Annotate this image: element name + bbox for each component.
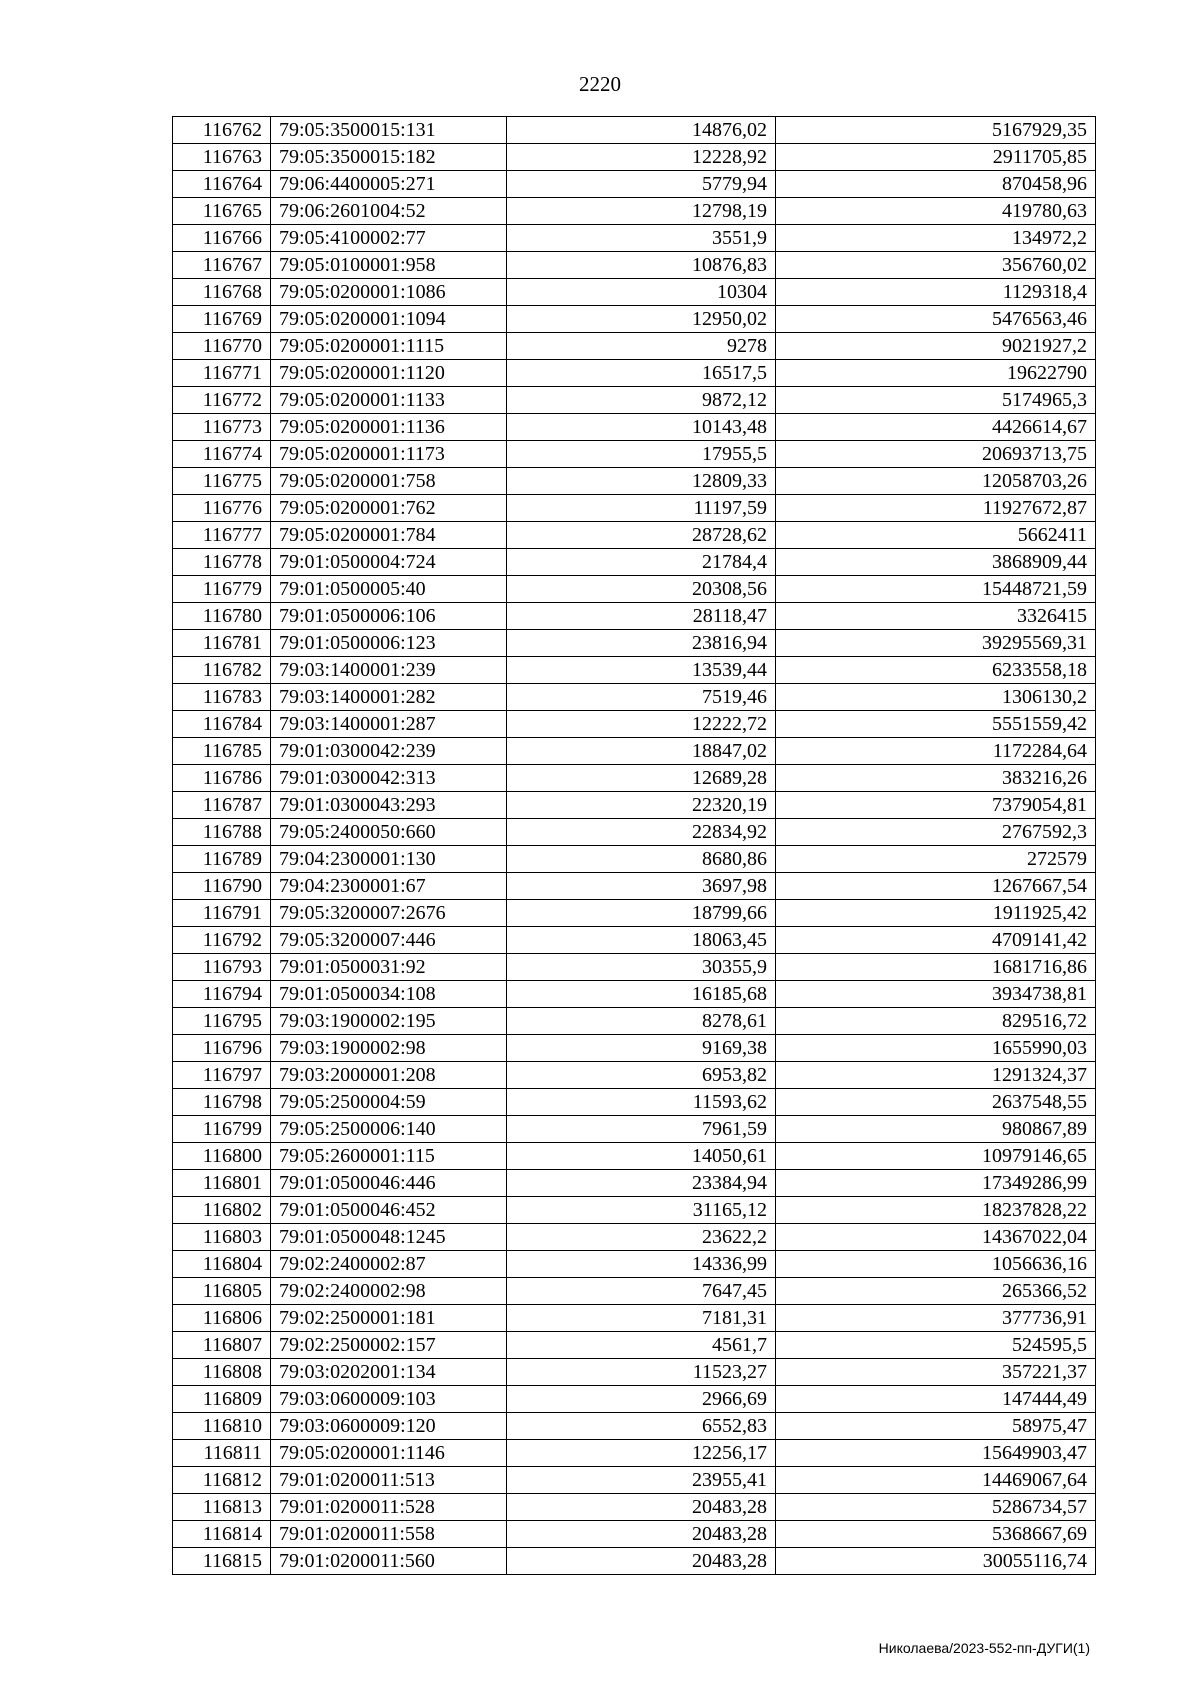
cadastral-number-cell: 79:01:0500048:1245 bbox=[271, 1224, 507, 1251]
cadastral-number-cell: 79:01:0200011:560 bbox=[271, 1548, 507, 1575]
cadastral-value-cell: 383216,26 bbox=[776, 765, 1096, 792]
area-cell: 23384,94 bbox=[507, 1170, 776, 1197]
row-number-cell: 116801 bbox=[173, 1170, 271, 1197]
row-number-cell: 116765 bbox=[173, 198, 271, 225]
row-number-cell: 116780 bbox=[173, 603, 271, 630]
cadastral-number-cell: 79:01:0500006:123 bbox=[271, 630, 507, 657]
cadastral-number-cell: 79:02:2400002:87 bbox=[271, 1251, 507, 1278]
table-row bbox=[173, 549, 1096, 576]
area-cell: 14336,99 bbox=[507, 1251, 776, 1278]
table-row bbox=[173, 117, 1096, 144]
area-cell: 20483,28 bbox=[507, 1521, 776, 1548]
row-number-cell: 116766 bbox=[173, 225, 271, 252]
table-row bbox=[173, 630, 1096, 657]
cadastral-number-cell: 79:01:0300043:293 bbox=[271, 792, 507, 819]
table-row bbox=[173, 576, 1096, 603]
row-number-cell: 116767 bbox=[173, 252, 271, 279]
table-row bbox=[173, 1035, 1096, 1062]
table-row bbox=[173, 144, 1096, 171]
cadastral-value-cell: 20693713,75 bbox=[776, 441, 1096, 468]
row-number-cell: 116794 bbox=[173, 981, 271, 1008]
table-row bbox=[173, 1440, 1096, 1467]
row-number-cell: 116809 bbox=[173, 1386, 271, 1413]
row-number-cell: 116788 bbox=[173, 819, 271, 846]
area-cell: 8278,61 bbox=[507, 1008, 776, 1035]
area-cell: 9169,38 bbox=[507, 1035, 776, 1062]
table-row bbox=[173, 1413, 1096, 1440]
cadastral-number-cell: 79:05:2500004:59 bbox=[271, 1089, 507, 1116]
table-row bbox=[173, 1008, 1096, 1035]
area-cell: 14050,61 bbox=[507, 1143, 776, 1170]
row-number-cell: 116803 bbox=[173, 1224, 271, 1251]
table-row bbox=[173, 252, 1096, 279]
row-number-cell: 116799 bbox=[173, 1116, 271, 1143]
row-number-cell: 116764 bbox=[173, 171, 271, 198]
table-row bbox=[173, 1548, 1096, 1575]
row-number-cell: 116777 bbox=[173, 522, 271, 549]
area-cell: 12222,72 bbox=[507, 711, 776, 738]
area-cell: 16517,5 bbox=[507, 360, 776, 387]
area-cell: 12950,02 bbox=[507, 306, 776, 333]
row-number-cell: 116779 bbox=[173, 576, 271, 603]
cadastral-value-cell: 134972,2 bbox=[776, 225, 1096, 252]
row-number-cell: 116775 bbox=[173, 468, 271, 495]
row-number-cell: 116792 bbox=[173, 927, 271, 954]
cadastral-value-cell: 1291324,37 bbox=[776, 1062, 1096, 1089]
table-row bbox=[173, 198, 1096, 225]
cadastral-number-cell: 79:05:0200001:1115 bbox=[271, 333, 507, 360]
table-row bbox=[173, 1521, 1096, 1548]
row-number-cell: 116776 bbox=[173, 495, 271, 522]
row-number-cell: 116782 bbox=[173, 657, 271, 684]
cadastral-value-cell: 1129318,4 bbox=[776, 279, 1096, 306]
area-cell: 20308,56 bbox=[507, 576, 776, 603]
cadastral-number-cell: 79:05:0200001:1173 bbox=[271, 441, 507, 468]
area-cell: 8680,86 bbox=[507, 846, 776, 873]
cadastral-value-cell: 356760,02 bbox=[776, 252, 1096, 279]
row-number-cell: 116802 bbox=[173, 1197, 271, 1224]
cadastral-number-cell: 79:06:2601004:52 bbox=[271, 198, 507, 225]
cadastral-value-cell: 15649903,47 bbox=[776, 1440, 1096, 1467]
area-cell: 28728,62 bbox=[507, 522, 776, 549]
row-number-cell: 116786 bbox=[173, 765, 271, 792]
table-row bbox=[173, 1386, 1096, 1413]
cadastral-value-cell: 4709141,42 bbox=[776, 927, 1096, 954]
table-row bbox=[173, 711, 1096, 738]
table-row bbox=[173, 1062, 1096, 1089]
cadastral-number-cell: 79:05:2400050:660 bbox=[271, 819, 507, 846]
row-number-cell: 116784 bbox=[173, 711, 271, 738]
cadastral-number-cell: 79:05:0200001:758 bbox=[271, 468, 507, 495]
table-row bbox=[173, 900, 1096, 927]
area-cell: 22320,19 bbox=[507, 792, 776, 819]
cadastral-value-cell: 524595,5 bbox=[776, 1332, 1096, 1359]
cadastral-value-cell: 39295569,31 bbox=[776, 630, 1096, 657]
table-row bbox=[173, 441, 1096, 468]
cadastral-number-cell: 79:05:0200001:1133 bbox=[271, 387, 507, 414]
cadastral-value-cell: 4426614,67 bbox=[776, 414, 1096, 441]
area-cell: 12256,17 bbox=[507, 1440, 776, 1467]
area-cell: 4561,7 bbox=[507, 1332, 776, 1359]
cadastral-value-cell: 5368667,69 bbox=[776, 1521, 1096, 1548]
cadastral-number-cell: 79:05:4100002:77 bbox=[271, 225, 507, 252]
area-cell: 22834,92 bbox=[507, 819, 776, 846]
table-row bbox=[173, 225, 1096, 252]
area-cell: 20483,28 bbox=[507, 1494, 776, 1521]
row-number-cell: 116790 bbox=[173, 873, 271, 900]
row-number-cell: 116778 bbox=[173, 549, 271, 576]
cadastral-number-cell: 79:03:2000001:208 bbox=[271, 1062, 507, 1089]
area-cell: 10304 bbox=[507, 279, 776, 306]
cadastral-value-cell: 5167929,35 bbox=[776, 117, 1096, 144]
table-row bbox=[173, 765, 1096, 792]
table-row bbox=[173, 792, 1096, 819]
cadastral-value-cell: 11927672,87 bbox=[776, 495, 1096, 522]
cadastral-number-cell: 79:05:3500015:182 bbox=[271, 144, 507, 171]
area-cell: 12228,92 bbox=[507, 144, 776, 171]
cadastral-number-cell: 79:01:0500046:446 bbox=[271, 1170, 507, 1197]
cadastral-value-cell: 5476563,46 bbox=[776, 306, 1096, 333]
table-row bbox=[173, 954, 1096, 981]
area-cell: 23955,41 bbox=[507, 1467, 776, 1494]
table-row bbox=[173, 1359, 1096, 1386]
table-row bbox=[173, 684, 1096, 711]
cadastral-number-cell: 79:05:3500015:131 bbox=[271, 117, 507, 144]
cadastral-number-cell: 79:01:0300042:239 bbox=[271, 738, 507, 765]
area-cell: 12689,28 bbox=[507, 765, 776, 792]
cadastral-value-cell: 19622790 bbox=[776, 360, 1096, 387]
area-cell: 17955,5 bbox=[507, 441, 776, 468]
row-number-cell: 116811 bbox=[173, 1440, 271, 1467]
row-number-cell: 116798 bbox=[173, 1089, 271, 1116]
area-cell: 20483,28 bbox=[507, 1548, 776, 1575]
area-cell: 13539,44 bbox=[507, 657, 776, 684]
cadastral-value-cell: 9021927,2 bbox=[776, 333, 1096, 360]
table-row bbox=[173, 1278, 1096, 1305]
table-row bbox=[173, 1116, 1096, 1143]
cadastral-number-cell: 79:05:3200007:2676 bbox=[271, 900, 507, 927]
row-number-cell: 116793 bbox=[173, 954, 271, 981]
row-number-cell: 116771 bbox=[173, 360, 271, 387]
cadastral-number-cell: 79:05:2500006:140 bbox=[271, 1116, 507, 1143]
row-number-cell: 116789 bbox=[173, 846, 271, 873]
cadastral-number-cell: 79:06:4400005:271 bbox=[271, 171, 507, 198]
row-number-cell: 116773 bbox=[173, 414, 271, 441]
area-cell: 11523,27 bbox=[507, 1359, 776, 1386]
table-row bbox=[173, 1467, 1096, 1494]
row-number-cell: 116763 bbox=[173, 144, 271, 171]
area-cell: 2966,69 bbox=[507, 1386, 776, 1413]
cadastral-number-cell: 79:01:0500031:92 bbox=[271, 954, 507, 981]
row-number-cell: 116783 bbox=[173, 684, 271, 711]
table-row bbox=[173, 171, 1096, 198]
row-number-cell: 116774 bbox=[173, 441, 271, 468]
table-row bbox=[173, 1332, 1096, 1359]
area-cell: 18847,02 bbox=[507, 738, 776, 765]
row-number-cell: 116768 bbox=[173, 279, 271, 306]
table-row bbox=[173, 603, 1096, 630]
cadastral-value-cell: 2767592,3 bbox=[776, 819, 1096, 846]
area-cell: 18799,66 bbox=[507, 900, 776, 927]
cadastral-number-cell: 79:02:2400002:98 bbox=[271, 1278, 507, 1305]
area-cell: 7181,31 bbox=[507, 1305, 776, 1332]
cadastral-number-cell: 79:05:3200007:446 bbox=[271, 927, 507, 954]
cadastral-number-cell: 79:01:0500006:106 bbox=[271, 603, 507, 630]
row-number-cell: 116804 bbox=[173, 1251, 271, 1278]
cadastral-value-cell: 14367022,04 bbox=[776, 1224, 1096, 1251]
cadastral-number-cell: 79:03:0202001:134 bbox=[271, 1359, 507, 1386]
area-cell: 10143,48 bbox=[507, 414, 776, 441]
area-cell: 23622,2 bbox=[507, 1224, 776, 1251]
row-number-cell: 116810 bbox=[173, 1413, 271, 1440]
cadastral-number-cell: 79:05:0200001:1094 bbox=[271, 306, 507, 333]
cadastral-value-cell: 2637548,55 bbox=[776, 1089, 1096, 1116]
table-row bbox=[173, 873, 1096, 900]
table-row bbox=[173, 1197, 1096, 1224]
row-number-cell: 116796 bbox=[173, 1035, 271, 1062]
table-row bbox=[173, 306, 1096, 333]
cadastral-number-cell: 79:01:0500046:452 bbox=[271, 1197, 507, 1224]
area-cell: 11197,59 bbox=[507, 495, 776, 522]
table-row bbox=[173, 279, 1096, 306]
cadastral-value-cell: 1056636,16 bbox=[776, 1251, 1096, 1278]
row-number-cell: 116815 bbox=[173, 1548, 271, 1575]
cadastral-value-cell: 15448721,59 bbox=[776, 576, 1096, 603]
page-number: 2220 bbox=[579, 72, 621, 96]
area-cell: 23816,94 bbox=[507, 630, 776, 657]
table-row bbox=[173, 333, 1096, 360]
cadastral-number-cell: 79:05:2600001:115 bbox=[271, 1143, 507, 1170]
row-number-cell: 116805 bbox=[173, 1278, 271, 1305]
cadastral-value-cell: 1911925,42 bbox=[776, 900, 1096, 927]
area-cell: 3551,9 bbox=[507, 225, 776, 252]
table-row bbox=[173, 1224, 1096, 1251]
table-row bbox=[173, 414, 1096, 441]
cadastral-value-cell: 18237828,22 bbox=[776, 1197, 1096, 1224]
row-number-cell: 116772 bbox=[173, 387, 271, 414]
table-row bbox=[173, 387, 1096, 414]
cadastral-number-cell: 79:03:1900002:195 bbox=[271, 1008, 507, 1035]
cadastral-number-cell: 79:03:1900002:98 bbox=[271, 1035, 507, 1062]
cadastral-value-cell: 147444,49 bbox=[776, 1386, 1096, 1413]
cadastral-value-cell: 14469067,64 bbox=[776, 1467, 1096, 1494]
cadastral-number-cell: 79:05:0200001:1146 bbox=[271, 1440, 507, 1467]
table-row bbox=[173, 1089, 1096, 1116]
area-cell: 18063,45 bbox=[507, 927, 776, 954]
cadastral-value-cell: 6233558,18 bbox=[776, 657, 1096, 684]
cadastral-number-cell: 79:04:2300001:67 bbox=[271, 873, 507, 900]
cadastral-value-cell: 12058703,26 bbox=[776, 468, 1096, 495]
cadastral-number-cell: 79:05:0200001:1086 bbox=[271, 279, 507, 306]
cadastral-number-cell: 79:03:1400001:282 bbox=[271, 684, 507, 711]
cadastral-number-cell: 79:01:0300042:313 bbox=[271, 765, 507, 792]
area-cell: 9872,12 bbox=[507, 387, 776, 414]
row-number-cell: 116807 bbox=[173, 1332, 271, 1359]
area-cell: 7519,46 bbox=[507, 684, 776, 711]
table-row bbox=[173, 495, 1096, 522]
table-row bbox=[173, 657, 1096, 684]
row-number-cell: 116797 bbox=[173, 1062, 271, 1089]
cadastral-number-cell: 79:05:0200001:762 bbox=[271, 495, 507, 522]
cadastral-number-cell: 79:01:0200011:528 bbox=[271, 1494, 507, 1521]
table-row bbox=[173, 846, 1096, 873]
area-cell: 30355,9 bbox=[507, 954, 776, 981]
cadastral-number-cell: 79:03:1400001:239 bbox=[271, 657, 507, 684]
cadastral-number-cell: 79:05:0100001:958 bbox=[271, 252, 507, 279]
cadastral-value-cell: 5174965,3 bbox=[776, 387, 1096, 414]
cadastral-value-cell: 272579 bbox=[776, 846, 1096, 873]
cadastral-number-cell: 79:01:0200011:513 bbox=[271, 1467, 507, 1494]
cadastral-value-cell: 17349286,99 bbox=[776, 1170, 1096, 1197]
cadastral-value-cell: 419780,63 bbox=[776, 198, 1096, 225]
cadastral-value-cell: 10979146,65 bbox=[776, 1143, 1096, 1170]
row-number-cell: 116806 bbox=[173, 1305, 271, 1332]
cadastral-number-cell: 79:03:0600009:103 bbox=[271, 1386, 507, 1413]
row-number-cell: 116787 bbox=[173, 792, 271, 819]
area-cell: 6953,82 bbox=[507, 1062, 776, 1089]
area-cell: 7961,59 bbox=[507, 1116, 776, 1143]
cadastral-value-cell: 1655990,03 bbox=[776, 1035, 1096, 1062]
cadastral-value-table bbox=[172, 116, 1096, 1575]
row-number-cell: 116781 bbox=[173, 630, 271, 657]
cadastral-value-cell: 1306130,2 bbox=[776, 684, 1096, 711]
cadastral-number-cell: 79:02:2500001:181 bbox=[271, 1305, 507, 1332]
cadastral-number-cell: 79:01:0200011:558 bbox=[271, 1521, 507, 1548]
cadastral-value-cell: 58975,47 bbox=[776, 1413, 1096, 1440]
cadastral-value-cell: 5662411 bbox=[776, 522, 1096, 549]
area-cell: 28118,47 bbox=[507, 603, 776, 630]
cadastral-number-cell: 79:03:1400001:287 bbox=[271, 711, 507, 738]
table-row bbox=[173, 738, 1096, 765]
row-number-cell: 116813 bbox=[173, 1494, 271, 1521]
area-cell: 12809,33 bbox=[507, 468, 776, 495]
row-number-cell: 116812 bbox=[173, 1467, 271, 1494]
area-cell: 16185,68 bbox=[507, 981, 776, 1008]
cadastral-value-cell: 265366,52 bbox=[776, 1278, 1096, 1305]
cadastral-value-cell: 5551559,42 bbox=[776, 711, 1096, 738]
cadastral-number-cell: 79:04:2300001:130 bbox=[271, 846, 507, 873]
table-row bbox=[173, 360, 1096, 387]
row-number-cell: 116795 bbox=[173, 1008, 271, 1035]
cadastral-value-cell: 2911705,85 bbox=[776, 144, 1096, 171]
cadastral-number-cell: 79:05:0200001:1120 bbox=[271, 360, 507, 387]
row-number-cell: 116770 bbox=[173, 333, 271, 360]
cadastral-value-cell: 357221,37 bbox=[776, 1359, 1096, 1386]
table-row bbox=[173, 1143, 1096, 1170]
document-footer-reference: Николаева/2023-552-пп-ДУГИ(1) bbox=[878, 1640, 1090, 1656]
row-number-cell: 116808 bbox=[173, 1359, 271, 1386]
table-row bbox=[173, 1170, 1096, 1197]
row-number-cell: 116800 bbox=[173, 1143, 271, 1170]
cadastral-value-cell: 829516,72 bbox=[776, 1008, 1096, 1035]
area-cell: 10876,83 bbox=[507, 252, 776, 279]
cadastral-value-cell: 377736,91 bbox=[776, 1305, 1096, 1332]
cadastral-value-cell: 980867,89 bbox=[776, 1116, 1096, 1143]
table-row bbox=[173, 819, 1096, 846]
table-row bbox=[173, 1305, 1096, 1332]
row-number-cell: 116762 bbox=[173, 117, 271, 144]
table-body bbox=[173, 117, 1096, 1575]
cadastral-value-cell: 3326415 bbox=[776, 603, 1096, 630]
cadastral-value-cell: 7379054,81 bbox=[776, 792, 1096, 819]
cadastral-value-cell: 870458,96 bbox=[776, 171, 1096, 198]
cadastral-value-cell: 5286734,57 bbox=[776, 1494, 1096, 1521]
cadastral-value-cell: 1172284,64 bbox=[776, 738, 1096, 765]
cadastral-value-cell: 1267667,54 bbox=[776, 873, 1096, 900]
row-number-cell: 116814 bbox=[173, 1521, 271, 1548]
area-cell: 31165,12 bbox=[507, 1197, 776, 1224]
row-number-cell: 116785 bbox=[173, 738, 271, 765]
table-row bbox=[173, 522, 1096, 549]
table-row bbox=[173, 468, 1096, 495]
area-cell: 3697,98 bbox=[507, 873, 776, 900]
cadastral-number-cell: 79:05:0200001:784 bbox=[271, 522, 507, 549]
area-cell: 9278 bbox=[507, 333, 776, 360]
area-cell: 14876,02 bbox=[507, 117, 776, 144]
table-row bbox=[173, 981, 1096, 1008]
cadastral-value-cell: 1681716,86 bbox=[776, 954, 1096, 981]
area-cell: 7647,45 bbox=[507, 1278, 776, 1305]
cadastral-number-cell: 79:05:0200001:1136 bbox=[271, 414, 507, 441]
cadastral-value-cell: 3934738,81 bbox=[776, 981, 1096, 1008]
table-row bbox=[173, 927, 1096, 954]
area-cell: 5779,94 bbox=[507, 171, 776, 198]
table-row bbox=[173, 1251, 1096, 1278]
row-number-cell: 116769 bbox=[173, 306, 271, 333]
cadastral-number-cell: 79:01:0500004:724 bbox=[271, 549, 507, 576]
cadastral-number-cell: 79:02:2500002:157 bbox=[271, 1332, 507, 1359]
area-cell: 12798,19 bbox=[507, 198, 776, 225]
area-cell: 6552,83 bbox=[507, 1413, 776, 1440]
cadastral-value-cell: 3868909,44 bbox=[776, 549, 1096, 576]
cadastral-number-cell: 79:01:0500034:108 bbox=[271, 981, 507, 1008]
area-cell: 21784,4 bbox=[507, 549, 776, 576]
cadastral-value-cell: 30055116,74 bbox=[776, 1548, 1096, 1575]
cadastral-number-cell: 79:03:0600009:120 bbox=[271, 1413, 507, 1440]
table-row bbox=[173, 1494, 1096, 1521]
cadastral-number-cell: 79:01:0500005:40 bbox=[271, 576, 507, 603]
row-number-cell: 116791 bbox=[173, 900, 271, 927]
area-cell: 11593,62 bbox=[507, 1089, 776, 1116]
